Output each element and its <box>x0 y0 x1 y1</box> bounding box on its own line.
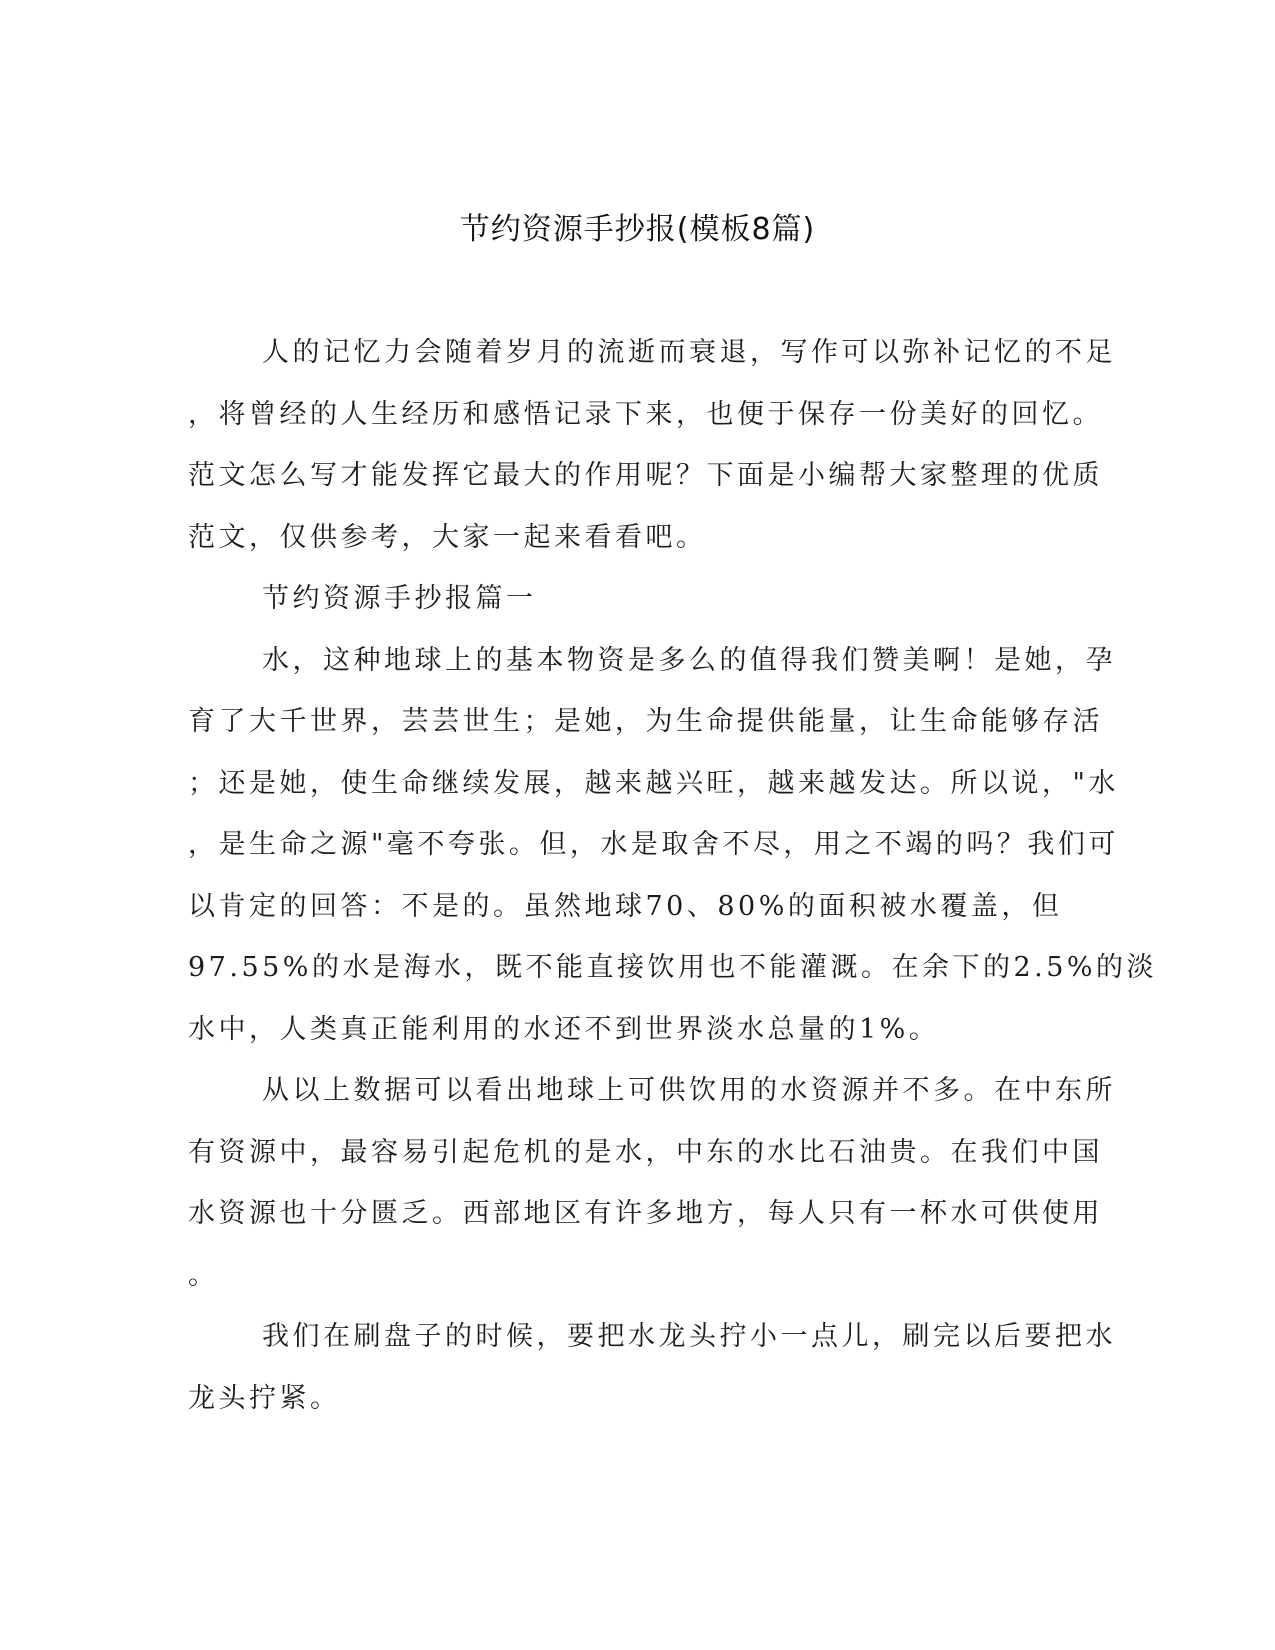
text-line: ，将曾经的人生经历和感悟记录下来，也便于保存一份美好的回忆。 <box>188 398 1103 430</box>
text-line: 范文怎么写才能发挥它最大的作用呢？下面是小编帮大家整理的优质 <box>188 460 1103 491</box>
text-line: 我们在刷盘子的时候，要把水龙头拧小一点儿，刷完以后要把水 <box>262 1321 1116 1352</box>
text-line: 以肯定的回答：不是的。虽然地球70、80%的面积被水覆盖，但 <box>188 890 1063 922</box>
text-line: 水资源也十分匮乏。西部地区有许多地方，每人只有一杯水可供使用 <box>188 1198 1103 1229</box>
text-line: ；还是她，使生命继续发展，越来越兴旺，越来越发达。所以说，"水 <box>188 767 1119 799</box>
text-line: 。 <box>188 1259 219 1291</box>
text-line: 范文，仅供参考，大家一起来看看吧。 <box>188 521 707 553</box>
text-line: 有资源中，最容易引起危机的是水，中东的水比石油贵。在我们中国 <box>188 1136 1103 1168</box>
text-line: 从以上数据可以看出地球上可供饮用的水资源并不多。在中东所 <box>262 1075 1116 1106</box>
text-line: ，是生命之源"毫不夸张。但，水是取舍不尽，用之不竭的吗？我们可 <box>188 829 1119 860</box>
document-body <box>188 322 1158 1429</box>
text-line: 育了大千世界，芸芸世生；是她，为生命提供能量，让生命能够存活 <box>188 706 1103 737</box>
text-line: 人的记忆力会随着岁月的流逝而衰退，写作可以弥补记忆的不足 <box>262 337 1116 368</box>
text-line: 水中，人类真正能利用的水还不到世界淡水总量的1%。 <box>188 1013 940 1045</box>
text-line: 水，这种地球上的基本物资是多么的值得我们赞美啊！是她，孕 <box>262 644 1116 676</box>
section-heading: 节约资源手抄报篇一 <box>262 583 537 614</box>
document-title: 节约资源手抄报(模板8篇) <box>459 212 816 247</box>
text-line: 97.55%的水是海水，既不能直接饮用也不能灌溉。在余下的2.5%的淡 <box>188 952 1158 983</box>
text-line: 龙头拧紧。 <box>188 1382 341 1414</box>
